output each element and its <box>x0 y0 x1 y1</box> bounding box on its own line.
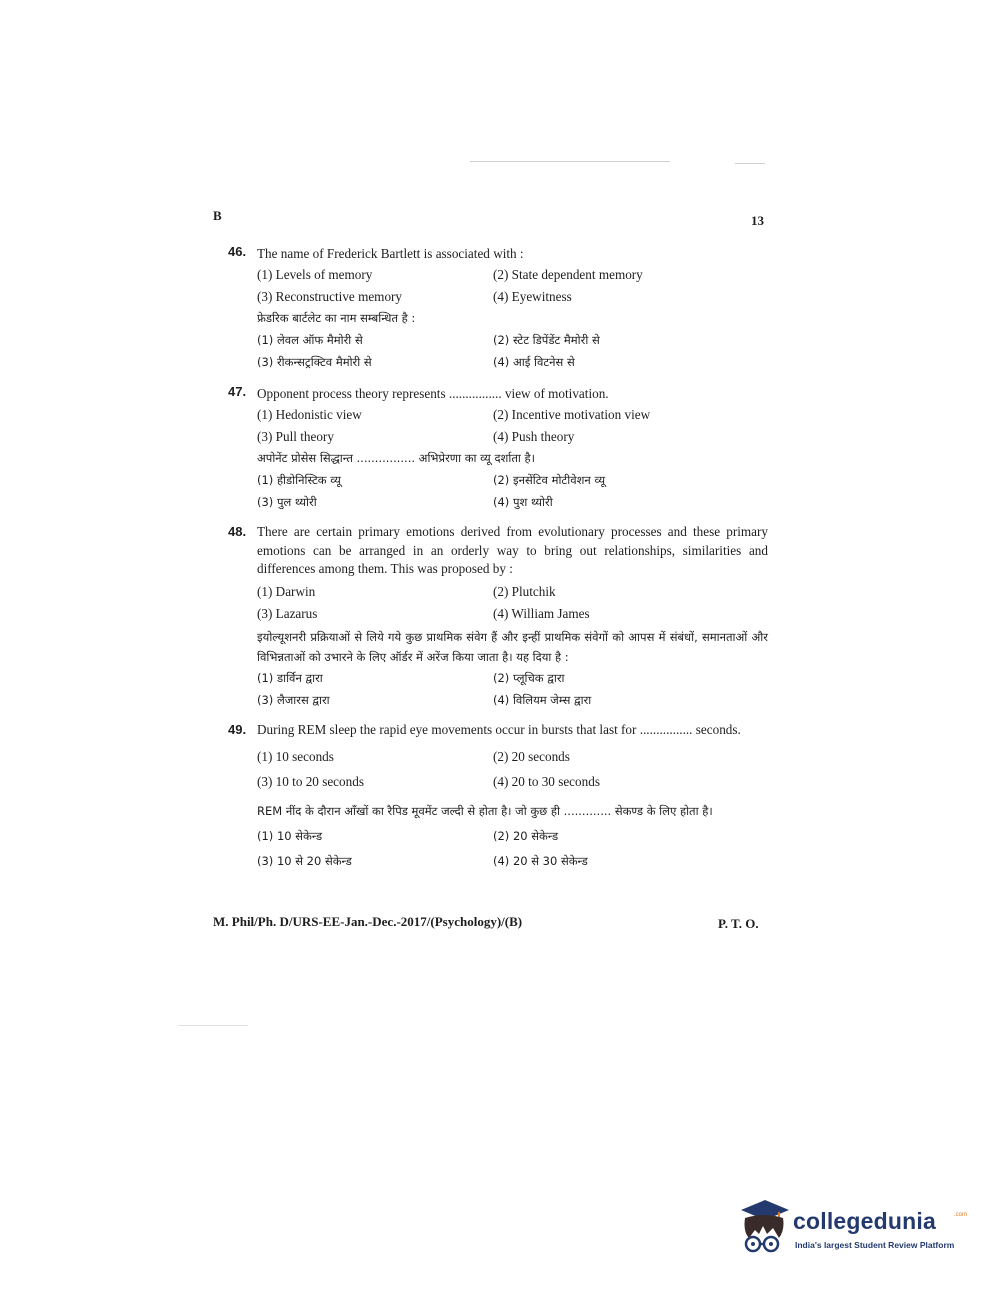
question-text-hi: REM नींद के दौरान आँखों का रैपिड मूवमेंट जल्दी से होता है। जो कुछ ही ............. सेकण्ड के लिए होता है। <box>257 803 713 818</box>
options-hi <box>257 329 768 373</box>
question-number: 48. <box>228 524 247 539</box>
set-code: B <box>213 208 222 223</box>
question-number: 49. <box>228 722 247 737</box>
paper-code: M. Phil/Ph. D/URS-EE-Jan.-Dec.-2017/(Psychology)/(B) <box>213 914 523 929</box>
page-number: 13 <box>751 213 764 228</box>
question-text-en: Opponent process theory represents ................ view of motivation. <box>257 386 609 401</box>
option: (4) आई विटनेस से <box>493 355 575 369</box>
question-46 <box>228 243 768 373</box>
option: (1) Darwin <box>257 583 316 599</box>
option: (1) लेवल ऑफ मैमोरी से <box>257 333 363 347</box>
option: (4) विलियम जेम्स द्वारा <box>493 692 592 707</box>
option: (4) Eyewitness <box>493 289 572 304</box>
option: (1) हीडोनिस्टिक व्यू <box>257 473 341 487</box>
option: (1) Hedonistic view <box>257 407 362 422</box>
option: (4) पुश थ्योरी <box>493 495 553 509</box>
brand-name: collegedunia <box>793 1208 936 1234</box>
option: (3) 10 से 20 सेकेन्ड <box>257 853 352 868</box>
question-47 <box>228 383 768 513</box>
question-text-en: During REM sleep the rapid eye movements occur in bursts that last for ................ seconds. <box>257 722 741 737</box>
question-text-hi: अपोनेंट प्रोसेस सिद्धान्त ................ अभिप्रेरणा का व्यू दर्शाता है। <box>257 451 535 465</box>
option: (2) State dependent memory <box>493 267 643 282</box>
options-en <box>257 581 768 625</box>
options-en <box>257 264 768 308</box>
option: (2) 20 seconds <box>493 748 570 764</box>
option: (1) डार्विन द्वारा <box>257 670 323 685</box>
question-number: 46. <box>228 244 247 259</box>
options-en <box>257 404 768 448</box>
option: (4) William James <box>493 605 590 621</box>
option: (1) 10 seconds <box>257 748 334 764</box>
option: (3) पुल थ्योरी <box>257 495 317 509</box>
option: (1) Levels of memory <box>257 267 373 282</box>
question-text-en: There are certain primary emotions derived from evolutionary processes and these primary emotions can be arranged in an orderly way to bring out relationships, similarities and differences among them. This was proposed by : <box>257 524 768 576</box>
option: (2) स्टेट डिपेंडेंट मैमोरी से <box>493 333 600 347</box>
mascot-icon <box>735 1198 791 1258</box>
options-hi <box>257 824 768 874</box>
option: (2) प्लूचिक द्वारा <box>493 670 565 685</box>
scan-mark <box>178 1025 248 1026</box>
pto-label: P. T. O. <box>718 916 759 931</box>
option: (4) Push theory <box>493 429 575 444</box>
option: (2) Plutchik <box>493 583 556 599</box>
options-hi <box>257 667 768 711</box>
option: (1) 10 सेकेन्ड <box>257 828 323 843</box>
option: (3) लैजारस द्वारा <box>257 692 330 707</box>
scan-mark <box>735 163 765 164</box>
brand-suffix: .com <box>954 1212 968 1218</box>
scan-mark <box>470 161 670 162</box>
option: (3) Reconstructive memory <box>257 289 403 304</box>
option: (4) 20 से 30 सेकेन्ड <box>493 853 588 868</box>
option: (3) रीकन्सट्रक्टिव मैमोरी से <box>257 355 372 369</box>
option: (3) Pull theory <box>257 429 334 444</box>
option: (4) 20 to 30 seconds <box>493 773 600 789</box>
brand-tagline: India's largest Student Review Platform <box>795 1240 955 1250</box>
question-text-hi: फ्रेडरिक बार्टलेट का नाम सम्बन्धित है : <box>257 311 416 325</box>
option: (2) Incentive motivation view <box>493 407 651 422</box>
option: (3) 10 to 20 seconds <box>257 773 364 789</box>
question-number: 47. <box>228 384 247 399</box>
option: (3) Lazarus <box>257 605 318 621</box>
question-49 <box>228 721 768 874</box>
options-en <box>257 744 768 794</box>
collegedunia-watermark <box>735 1198 968 1258</box>
option: (2) 20 सेकेन्ड <box>493 828 559 843</box>
question-text-hi: इयोल्यूशनरी प्रक्रियाओं से लिये गये कुछ प्राथमिक संवेग हैं और इन्हीं प्राथमिक संवेगों को आपस में संबंधों, समानताओं और विभिन्नताओं को उभारने के लिए ऑर्डर में अरेंज किया जाता है। यह दिया है : <box>257 629 768 664</box>
options-hi <box>257 469 768 513</box>
question-48 <box>228 523 768 711</box>
question-text-en: The name of Frederick Bartlett is associated with : <box>257 246 524 261</box>
option: (2) इनसेंटिव मोटीवेशन व्यू <box>493 473 606 487</box>
